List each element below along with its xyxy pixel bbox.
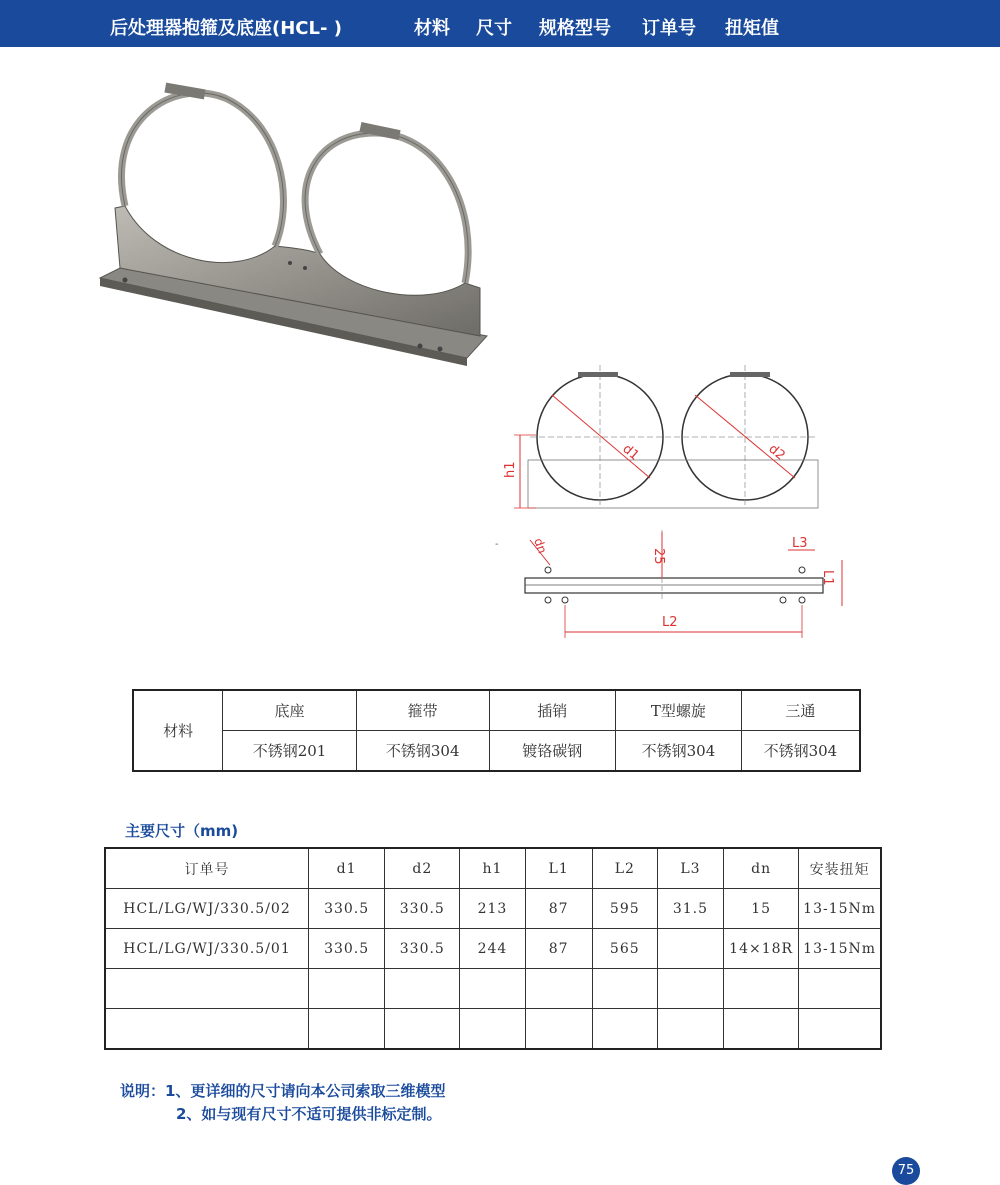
materials-value-row: [133, 731, 860, 772]
header-item-size: 尺寸: [476, 18, 512, 39]
dim-cell: [309, 1009, 385, 1050]
dim-header: 安装扭矩: [799, 848, 881, 889]
header-item-spec: 规格型号: [539, 18, 611, 39]
dim-cell: 87: [525, 929, 592, 969]
product-photo: [95, 78, 495, 368]
dimensions-title: 主要尺寸（mm): [125, 822, 239, 840]
dim-cell: 15: [724, 889, 799, 929]
page-number: 75: [892, 1157, 920, 1185]
dimensions-header-row: [105, 848, 881, 889]
material-value: 不锈钢304: [356, 731, 489, 772]
header-title: 后处理器抱箍及底座(HCL- ): [110, 18, 342, 39]
material-part: 插销: [489, 690, 616, 731]
dim-cell: HCL/LG/WJ/330.5/01: [105, 929, 309, 969]
dim-cell: [309, 969, 385, 1009]
table-row: [105, 969, 881, 1009]
dim-cell: 330.5: [309, 889, 385, 929]
dim-header: L1: [525, 848, 592, 889]
dim-header: 订单号: [105, 848, 309, 889]
dim-cell: [105, 1009, 309, 1050]
dim-cell: [724, 1009, 799, 1050]
materials-table: [132, 689, 861, 772]
dim-cell: 31.5: [657, 889, 723, 929]
dim-cell: [460, 1009, 525, 1050]
note-line-1: 说明：1、更详细的尺寸请向本公司索取三维模型: [120, 1082, 446, 1100]
dim-cell: 13-15Nm: [799, 929, 881, 969]
label-h1: h1: [503, 461, 518, 478]
material-value: 不锈钢201: [223, 731, 357, 772]
material-part: 三通: [741, 690, 860, 731]
technical-drawing: [490, 360, 860, 650]
materials-row-label: 材料: [133, 690, 223, 771]
dim-cell: [460, 969, 525, 1009]
notes: [120, 1080, 445, 1126]
dim-header: L3: [657, 848, 723, 889]
table-row: [105, 889, 881, 929]
materials-header-row: [133, 690, 860, 731]
material-value: 不锈钢304: [741, 731, 860, 772]
dim-cell: 330.5: [385, 889, 460, 929]
label-L3: L3: [792, 536, 808, 551]
header-item-torque: 扭矩值: [725, 18, 779, 39]
dim-cell: [385, 1009, 460, 1050]
dim-cell: 244: [460, 929, 525, 969]
dim-header: d2: [385, 848, 460, 889]
dim-cell: 565: [592, 929, 657, 969]
dim-cell: [657, 929, 723, 969]
table-row: [105, 1009, 881, 1050]
dim-cell: 13-15Nm: [799, 889, 881, 929]
dim-cell: [724, 969, 799, 1009]
dim-cell: 330.5: [385, 929, 460, 969]
material-value: 镀铬碳钢: [489, 731, 616, 772]
dim-cell: [525, 1009, 592, 1050]
dim-cell: 213: [460, 889, 525, 929]
dim-cell: [799, 969, 881, 1009]
dim-header: L2: [592, 848, 657, 889]
header-item-material: 材料: [414, 18, 450, 39]
label-dn: dn: [531, 536, 550, 556]
label-25: 25: [651, 548, 666, 565]
dim-cell: 330.5: [309, 929, 385, 969]
label-L2: L2: [662, 615, 678, 630]
note-line-2: 2、如与现有尺寸不适可提供非标定制。: [176, 1105, 442, 1123]
table-row: [105, 929, 881, 969]
dim-cell: [799, 1009, 881, 1050]
page-header: [0, 0, 1000, 47]
dim-header: dn: [724, 848, 799, 889]
dim-cell: 87: [525, 889, 592, 929]
dim-cell: [657, 1009, 723, 1050]
dim-cell: [525, 969, 592, 1009]
dim-cell: [592, 1009, 657, 1050]
dim-cell: [105, 969, 309, 1009]
material-value: 不锈钢304: [616, 731, 742, 772]
dim-cell: 14×18R: [724, 929, 799, 969]
material-part: 箍带: [356, 690, 489, 731]
material-part: T型螺旋: [616, 690, 742, 731]
dim-cell: [657, 969, 723, 1009]
dim-cell: HCL/LG/WJ/330.5/02: [105, 889, 309, 929]
header-item-order: 订单号: [642, 18, 696, 39]
dim-header: d1: [309, 848, 385, 889]
label-dash: -: [495, 539, 499, 550]
dim-cell: [592, 969, 657, 1009]
label-d2: d2: [765, 441, 788, 464]
material-part: 底座: [223, 690, 357, 731]
dim-header: h1: [460, 848, 525, 889]
label-d1: d1: [619, 441, 642, 464]
dim-cell: [385, 969, 460, 1009]
dim-cell: 595: [592, 889, 657, 929]
label-L1: L1: [820, 570, 835, 586]
dimensions-table: [104, 847, 882, 1050]
